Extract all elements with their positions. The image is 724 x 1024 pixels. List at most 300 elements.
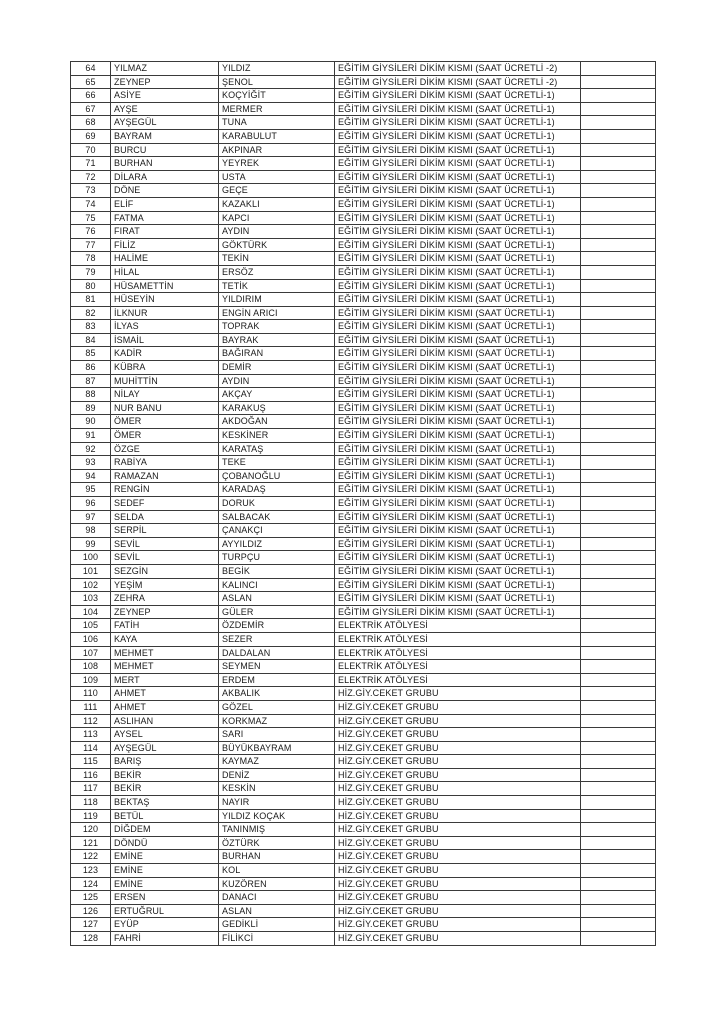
first-name: SERPİL [111, 524, 219, 538]
unit-name: EĞİTİM GİYSİLERİ DİKİM KISMI (SAAT ÜCRETLİ-1) [335, 238, 581, 252]
unit-name: EĞİTİM GİYSİLERİ DİKİM KISMI (SAAT ÜCRETLİ-1) [335, 524, 581, 538]
last-name: BÜYÜKBAYRAM [219, 741, 335, 755]
table-row [71, 782, 656, 796]
first-name: RENGİN [111, 483, 219, 497]
first-name: ERSEN [111, 891, 219, 905]
unit-name: EĞİTİM GİYSİLERİ DİKİM KISMI (SAAT ÜCRETLİ-1) [335, 592, 581, 606]
last-name: KOL [219, 864, 335, 878]
table-row [71, 524, 656, 538]
table-row [71, 415, 656, 429]
row-number: 126 [71, 904, 111, 918]
last-name: AYDIN [219, 374, 335, 388]
last-name: GEÇE [219, 184, 335, 198]
unit-name: HİZ.GİY.CEKET GRUBU [335, 741, 581, 755]
last-name: TOPRAK [219, 320, 335, 334]
empty-cell [581, 836, 656, 850]
last-name: SEZER [219, 632, 335, 646]
first-name: İSMAİL [111, 333, 219, 347]
first-name: ZEHRA [111, 592, 219, 606]
unit-name: EĞİTİM GİYSİLERİ DİKİM KISMI (SAAT ÜCRETLİ -2) [335, 75, 581, 89]
empty-cell [581, 728, 656, 742]
last-name: KARADAŞ [219, 483, 335, 497]
empty-cell [581, 89, 656, 103]
empty-cell [581, 429, 656, 443]
table-row [71, 578, 656, 592]
empty-cell [581, 524, 656, 538]
last-name: TEKE [219, 456, 335, 470]
unit-name: EĞİTİM GİYSİLERİ DİKİM KISMI (SAAT ÜCRETLİ-1) [335, 469, 581, 483]
last-name: ÇOBANOĞLU [219, 469, 335, 483]
table-row [71, 62, 656, 76]
empty-cell [581, 497, 656, 511]
last-name: ERSÖZ [219, 265, 335, 279]
table-row [71, 891, 656, 905]
empty-cell [581, 646, 656, 660]
last-name: GÖKTÜRK [219, 238, 335, 252]
first-name: BEKİR [111, 782, 219, 796]
row-number: 86 [71, 361, 111, 375]
row-number: 74 [71, 197, 111, 211]
row-number: 114 [71, 741, 111, 755]
empty-cell [581, 714, 656, 728]
row-number: 109 [71, 673, 111, 687]
empty-cell [581, 700, 656, 714]
empty-cell [581, 102, 656, 116]
table-row [71, 768, 656, 782]
first-name: AYŞEGÜL [111, 741, 219, 755]
last-name: AKBALIK [219, 687, 335, 701]
first-name: DÖNE [111, 184, 219, 198]
last-name: YILDIRIM [219, 293, 335, 307]
first-name: HALİME [111, 252, 219, 266]
row-number: 115 [71, 755, 111, 769]
last-name: ERDEM [219, 673, 335, 687]
empty-cell [581, 768, 656, 782]
unit-name: EĞİTİM GİYSİLERİ DİKİM KISMI (SAAT ÜCRETLİ-1) [335, 293, 581, 307]
unit-name: HİZ.GİY.CEKET GRUBU [335, 823, 581, 837]
table-row [71, 306, 656, 320]
table-row [71, 89, 656, 103]
table-row [71, 592, 656, 606]
unit-name: EĞİTİM GİYSİLERİ DİKİM KISMI (SAAT ÜCRETLİ-1) [335, 184, 581, 198]
unit-name: EĞİTİM GİYSİLERİ DİKİM KISMI (SAAT ÜCRETLİ -2) [335, 62, 581, 76]
row-number: 106 [71, 632, 111, 646]
row-number: 64 [71, 62, 111, 76]
row-number: 67 [71, 102, 111, 116]
table-row [71, 469, 656, 483]
row-number: 73 [71, 184, 111, 198]
table-row [71, 374, 656, 388]
last-name: TANINMIŞ [219, 823, 335, 837]
empty-cell [581, 157, 656, 171]
empty-cell [581, 755, 656, 769]
last-name: BAĞIRAN [219, 347, 335, 361]
last-name: MERMER [219, 102, 335, 116]
last-name: SEYMEN [219, 660, 335, 674]
table-row [71, 211, 656, 225]
table-row [71, 320, 656, 334]
row-number: 99 [71, 537, 111, 551]
first-name: KAYA [111, 632, 219, 646]
row-number: 69 [71, 129, 111, 143]
unit-name: EĞİTİM GİYSİLERİ DİKİM KISMI (SAAT ÜCRETLİ-1) [335, 279, 581, 293]
unit-name: HİZ.GİY.CEKET GRUBU [335, 932, 581, 946]
last-name: KAPCI [219, 211, 335, 225]
table-row [71, 170, 656, 184]
row-number: 68 [71, 116, 111, 130]
table-row [71, 510, 656, 524]
first-name: NİLAY [111, 388, 219, 402]
table-row [71, 564, 656, 578]
first-name: SEDEF [111, 497, 219, 511]
empty-cell [581, 211, 656, 225]
unit-name: EĞİTİM GİYSİLERİ DİKİM KISMI (SAAT ÜCRETLİ-1) [335, 442, 581, 456]
table-row [71, 823, 656, 837]
row-number: 98 [71, 524, 111, 538]
empty-cell [581, 197, 656, 211]
last-name: BEGİK [219, 564, 335, 578]
first-name: AYSEL [111, 728, 219, 742]
first-name: RAMAZAN [111, 469, 219, 483]
unit-name: HİZ.GİY.CEKET GRUBU [335, 891, 581, 905]
unit-name: EĞİTİM GİYSİLERİ DİKİM KISMI (SAAT ÜCRETLİ-1) [335, 252, 581, 266]
row-number: 116 [71, 768, 111, 782]
table-row [71, 673, 656, 687]
table-row [71, 537, 656, 551]
first-name: AYŞE [111, 102, 219, 116]
last-name: TETİK [219, 279, 335, 293]
first-name: BURHAN [111, 157, 219, 171]
empty-cell [581, 578, 656, 592]
first-name: KADİR [111, 347, 219, 361]
last-name: TURPÇU [219, 551, 335, 565]
row-number: 71 [71, 157, 111, 171]
table-row [71, 143, 656, 157]
last-name: AKÇAY [219, 388, 335, 402]
table-row [71, 632, 656, 646]
table-row [71, 225, 656, 239]
row-number: 82 [71, 306, 111, 320]
table-row [71, 904, 656, 918]
unit-name: HİZ.GİY.CEKET GRUBU [335, 755, 581, 769]
empty-cell [581, 619, 656, 633]
last-name: KARAKUŞ [219, 401, 335, 415]
unit-name: EĞİTİM GİYSİLERİ DİKİM KISMI (SAAT ÜCRETLİ-1) [335, 143, 581, 157]
row-number: 66 [71, 89, 111, 103]
first-name: BURCU [111, 143, 219, 157]
row-number: 107 [71, 646, 111, 660]
unit-name: HİZ.GİY.CEKET GRUBU [335, 728, 581, 742]
unit-name: ELEKTRİK ATÖLYESİ [335, 673, 581, 687]
last-name: YILDIZ KOÇAK [219, 809, 335, 823]
row-number: 80 [71, 279, 111, 293]
table-row [71, 293, 656, 307]
first-name: SEVİL [111, 551, 219, 565]
last-name: KARABULUT [219, 129, 335, 143]
first-name: SELDA [111, 510, 219, 524]
row-number: 88 [71, 388, 111, 402]
row-number: 124 [71, 877, 111, 891]
first-name: DİĞDEM [111, 823, 219, 837]
row-number: 75 [71, 211, 111, 225]
unit-name: EĞİTİM GİYSİLERİ DİKİM KISMI (SAAT ÜCRETLİ-1) [335, 429, 581, 443]
last-name: BAYRAK [219, 333, 335, 347]
first-name: BARIŞ [111, 755, 219, 769]
last-name: AKDOĞAN [219, 415, 335, 429]
row-number: 97 [71, 510, 111, 524]
row-number: 95 [71, 483, 111, 497]
table-row [71, 497, 656, 511]
unit-name: EĞİTİM GİYSİLERİ DİKİM KISMI (SAAT ÜCRETLİ-1) [335, 374, 581, 388]
last-name: TEKİN [219, 252, 335, 266]
unit-name: EĞİTİM GİYSİLERİ DİKİM KISMI (SAAT ÜCRETLİ-1) [335, 388, 581, 402]
first-name: NUR BANU [111, 401, 219, 415]
row-number: 83 [71, 320, 111, 334]
table-row [71, 265, 656, 279]
unit-name: HİZ.GİY.CEKET GRUBU [335, 782, 581, 796]
empty-cell [581, 388, 656, 402]
empty-cell [581, 374, 656, 388]
empty-cell [581, 564, 656, 578]
empty-cell [581, 741, 656, 755]
empty-cell [581, 796, 656, 810]
row-number: 110 [71, 687, 111, 701]
row-number: 118 [71, 796, 111, 810]
table-row [71, 238, 656, 252]
table-row [71, 850, 656, 864]
empty-cell [581, 877, 656, 891]
row-number: 101 [71, 564, 111, 578]
row-number: 105 [71, 619, 111, 633]
row-number: 78 [71, 252, 111, 266]
first-name: HÜSEYİN [111, 293, 219, 307]
empty-cell [581, 809, 656, 823]
empty-cell [581, 687, 656, 701]
empty-cell [581, 184, 656, 198]
first-name: EMİNE [111, 864, 219, 878]
last-name: KAZAKLI [219, 197, 335, 211]
empty-cell [581, 401, 656, 415]
table-row [71, 333, 656, 347]
unit-name: ELEKTRİK ATÖLYESİ [335, 646, 581, 660]
table-row [71, 442, 656, 456]
empty-cell [581, 320, 656, 334]
unit-name: EĞİTİM GİYSİLERİ DİKİM KISMI (SAAT ÜCRETLİ-1) [335, 333, 581, 347]
empty-cell [581, 537, 656, 551]
unit-name: HİZ.GİY.CEKET GRUBU [335, 700, 581, 714]
last-name: GÜLER [219, 605, 335, 619]
first-name: İLYAS [111, 320, 219, 334]
first-name: ÖZGE [111, 442, 219, 456]
first-name: MEHMET [111, 646, 219, 660]
first-name: ZEYNEP [111, 605, 219, 619]
table-row [71, 361, 656, 375]
first-name: BAYRAM [111, 129, 219, 143]
unit-name: EĞİTİM GİYSİLERİ DİKİM KISMI (SAAT ÜCRETLİ-1) [335, 347, 581, 361]
row-number: 112 [71, 714, 111, 728]
table-row [71, 918, 656, 932]
row-number: 70 [71, 143, 111, 157]
empty-cell [581, 170, 656, 184]
personnel-table-body [71, 62, 656, 946]
last-name: DALDALAN [219, 646, 335, 660]
empty-cell [581, 823, 656, 837]
unit-name: HİZ.GİY.CEKET GRUBU [335, 714, 581, 728]
unit-name: EĞİTİM GİYSİLERİ DİKİM KISMI (SAAT ÜCRETLİ-1) [335, 564, 581, 578]
row-number: 90 [71, 415, 111, 429]
first-name: FAHRİ [111, 932, 219, 946]
table-row [71, 184, 656, 198]
row-number: 96 [71, 497, 111, 511]
first-name: RABİYA [111, 456, 219, 470]
last-name: ÖZDEMİR [219, 619, 335, 633]
empty-cell [581, 592, 656, 606]
first-name: YEŞİM [111, 578, 219, 592]
row-number: 104 [71, 605, 111, 619]
unit-name: EĞİTİM GİYSİLERİ DİKİM KISMI (SAAT ÜCRETLİ-1) [335, 170, 581, 184]
unit-name: HİZ.GİY.CEKET GRUBU [335, 864, 581, 878]
row-number: 111 [71, 700, 111, 714]
table-row [71, 660, 656, 674]
table-row [71, 129, 656, 143]
empty-cell [581, 143, 656, 157]
unit-name: EĞİTİM GİYSİLERİ DİKİM KISMI (SAAT ÜCRETLİ-1) [335, 211, 581, 225]
unit-name: HİZ.GİY.CEKET GRUBU [335, 796, 581, 810]
last-name: GEDİKLİ [219, 918, 335, 932]
last-name: AYYILDIZ [219, 537, 335, 551]
unit-name: ELEKTRİK ATÖLYESİ [335, 632, 581, 646]
table-row [71, 755, 656, 769]
empty-cell [581, 225, 656, 239]
unit-name: HİZ.GİY.CEKET GRUBU [335, 836, 581, 850]
table-row [71, 456, 656, 470]
last-name: DEMİR [219, 361, 335, 375]
row-number: 85 [71, 347, 111, 361]
empty-cell [581, 483, 656, 497]
empty-cell [581, 864, 656, 878]
empty-cell [581, 347, 656, 361]
last-name: GÖZEL [219, 700, 335, 714]
table-row [71, 388, 656, 402]
last-name: ASLAN [219, 904, 335, 918]
first-name: İLKNUR [111, 306, 219, 320]
unit-name: EĞİTİM GİYSİLERİ DİKİM KISMI (SAAT ÜCRETLİ-1) [335, 265, 581, 279]
unit-name: EĞİTİM GİYSİLERİ DİKİM KISMI (SAAT ÜCRETLİ-1) [335, 605, 581, 619]
table-row [71, 836, 656, 850]
unit-name: EĞİTİM GİYSİLERİ DİKİM KISMI (SAAT ÜCRETLİ-1) [335, 551, 581, 565]
personnel-table [70, 61, 656, 946]
table-row [71, 116, 656, 130]
first-name: KÜBRA [111, 361, 219, 375]
unit-name: HİZ.GİY.CEKET GRUBU [335, 809, 581, 823]
empty-cell [581, 265, 656, 279]
table-row [71, 347, 656, 361]
last-name: KOÇYİĞİT [219, 89, 335, 103]
row-number: 77 [71, 238, 111, 252]
last-name: SALBACAK [219, 510, 335, 524]
last-name: ÇANAKÇI [219, 524, 335, 538]
unit-name: HİZ.GİY.CEKET GRUBU [335, 918, 581, 932]
row-number: 100 [71, 551, 111, 565]
table-row [71, 809, 656, 823]
table-row [71, 714, 656, 728]
last-name: ENGİN ARICI [219, 306, 335, 320]
unit-name: HİZ.GİY.CEKET GRUBU [335, 768, 581, 782]
table-row [71, 619, 656, 633]
table-row [71, 877, 656, 891]
last-name: DORUK [219, 497, 335, 511]
unit-name: EĞİTİM GİYSİLERİ DİKİM KISMI (SAAT ÜCRETLİ-1) [335, 116, 581, 130]
row-number: 128 [71, 932, 111, 946]
empty-cell [581, 279, 656, 293]
unit-name: EĞİTİM GİYSİLERİ DİKİM KISMI (SAAT ÜCRETLİ-1) [335, 225, 581, 239]
last-name: FİLİKCİ [219, 932, 335, 946]
last-name: ÖZTÜRK [219, 836, 335, 850]
table-row [71, 551, 656, 565]
unit-name: EĞİTİM GİYSİLERİ DİKİM KISMI (SAAT ÜCRETLİ-1) [335, 89, 581, 103]
empty-cell [581, 891, 656, 905]
first-name: BEKİR [111, 768, 219, 782]
row-number: 76 [71, 225, 111, 239]
last-name: DANACI [219, 891, 335, 905]
first-name: ELİF [111, 197, 219, 211]
empty-cell [581, 293, 656, 307]
empty-cell [581, 510, 656, 524]
empty-cell [581, 129, 656, 143]
table-row [71, 252, 656, 266]
row-number: 120 [71, 823, 111, 837]
row-number: 108 [71, 660, 111, 674]
row-number: 87 [71, 374, 111, 388]
first-name: MUHİTTİN [111, 374, 219, 388]
table-row [71, 279, 656, 293]
unit-name: EĞİTİM GİYSİLERİ DİKİM KISMI (SAAT ÜCRETLİ-1) [335, 401, 581, 415]
row-number: 93 [71, 456, 111, 470]
first-name: ÖMER [111, 429, 219, 443]
last-name: YEYREK [219, 157, 335, 171]
table-row [71, 75, 656, 89]
table-row [71, 102, 656, 116]
last-name: SARI [219, 728, 335, 742]
unit-name: EĞİTİM GİYSİLERİ DİKİM KISMI (SAAT ÜCRETLİ-1) [335, 197, 581, 211]
table-row [71, 864, 656, 878]
unit-name: EĞİTİM GİYSİLERİ DİKİM KISMI (SAAT ÜCRETLİ-1) [335, 306, 581, 320]
empty-cell [581, 660, 656, 674]
row-number: 117 [71, 782, 111, 796]
row-number: 103 [71, 592, 111, 606]
first-name: BETÜL [111, 809, 219, 823]
last-name: USTA [219, 170, 335, 184]
last-name: ASLAN [219, 592, 335, 606]
empty-cell [581, 605, 656, 619]
first-name: ZEYNEP [111, 75, 219, 89]
empty-cell [581, 782, 656, 796]
first-name: MEHMET [111, 660, 219, 674]
last-name: YILDIZ [219, 62, 335, 76]
first-name: AHMET [111, 687, 219, 701]
first-name: EYÜP [111, 918, 219, 932]
table-row [71, 796, 656, 810]
row-number: 91 [71, 429, 111, 443]
first-name: EMİNE [111, 850, 219, 864]
empty-cell [581, 904, 656, 918]
last-name: KESKİN [219, 782, 335, 796]
first-name: ASLIHAN [111, 714, 219, 728]
row-number: 72 [71, 170, 111, 184]
table-row [71, 728, 656, 742]
empty-cell [581, 361, 656, 375]
first-name: FIRAT [111, 225, 219, 239]
